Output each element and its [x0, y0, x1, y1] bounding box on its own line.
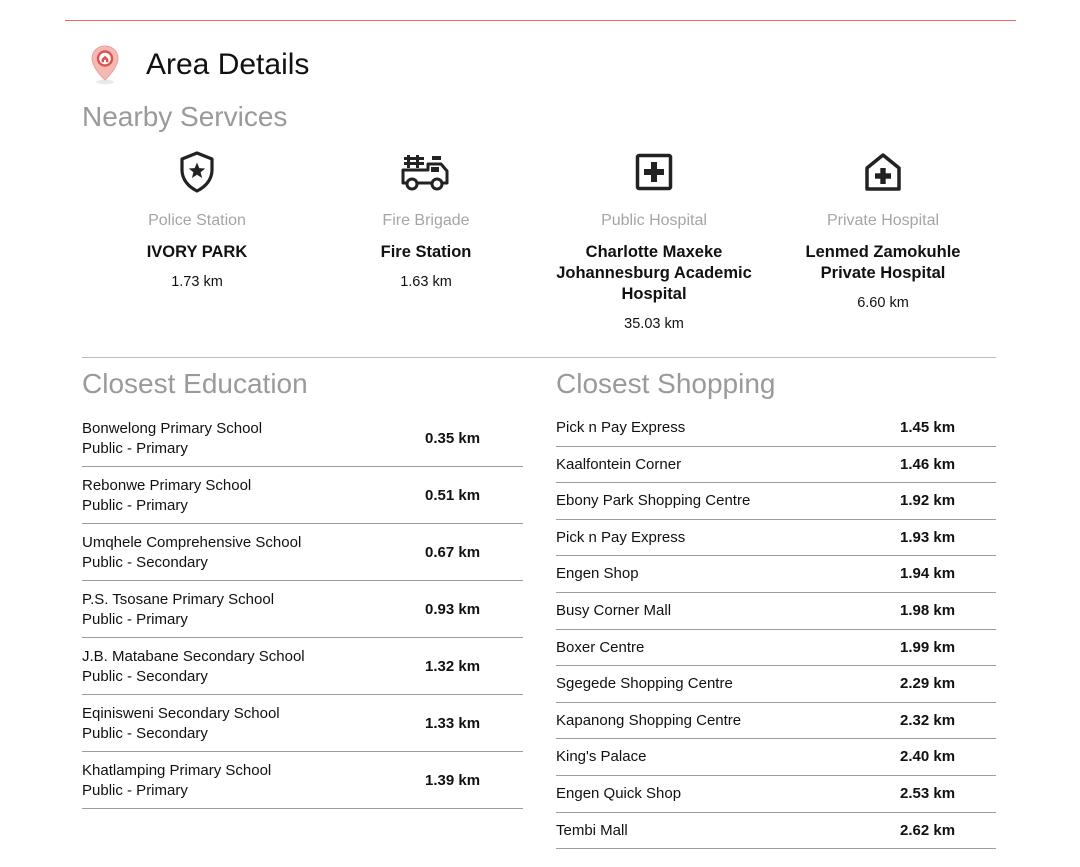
school-type: Public - Secondary: [82, 725, 208, 742]
service-name: Fire Station: [380, 243, 472, 261]
list-item: [82, 581, 523, 638]
school-name: J.B. Matabane Secondary School: [82, 648, 305, 665]
shop-distance: 1.46 km: [900, 455, 956, 473]
list-item: [82, 524, 523, 581]
map-pin-home-icon: [90, 44, 120, 86]
service-distance: 1.63 km: [400, 274, 452, 290]
school-type: Public - Primary: [82, 611, 188, 628]
school-name: Rebonwe Primary School: [82, 477, 252, 494]
list-item: [556, 447, 996, 484]
private-hospital-icon: [783, 148, 983, 196]
fire-truck-icon: [326, 148, 526, 196]
school-type: Public - Primary: [82, 782, 188, 799]
shop-name: King's Palace: [556, 748, 647, 766]
shop-distance: 2.40 km: [900, 748, 956, 766]
school-distance: 0.35 km: [425, 430, 481, 447]
service-name: Charlotte Maxeke Johannesburg Academic Hospital: [556, 243, 752, 303]
shop-name: Busy Corner Mall: [556, 601, 672, 619]
closest-shopping-heading: Closest Shopping: [556, 368, 776, 399]
police-badge-icon: [97, 148, 297, 196]
top-divider: [65, 20, 1016, 21]
shop-name: Kapanong Shopping Centre: [556, 711, 742, 729]
school-distance: 0.51 km: [425, 487, 481, 504]
service-name: IVORY PARK: [146, 243, 248, 261]
list-item: [556, 483, 996, 520]
list-item: [556, 410, 996, 447]
service-category: Public Hospital: [601, 212, 707, 229]
service-name: Lenmed Zamokuhle Private Hospital: [805, 243, 961, 282]
closest-education-heading: Closest Education: [82, 368, 308, 399]
service-private-hospital: [783, 148, 983, 311]
school-name: Umqhele Comprehensive School: [82, 534, 302, 551]
list-item: [556, 630, 996, 667]
nearby-services-list: [82, 148, 1000, 353]
service-category: Fire Brigade: [382, 212, 470, 229]
school-name: Eqinisweni Secondary School: [82, 705, 280, 722]
shop-distance: 1.93 km: [900, 528, 956, 546]
school-name: Khatlamping Primary School: [82, 762, 272, 779]
education-list: [82, 410, 523, 809]
shop-name: Sgegede Shopping Centre: [556, 675, 733, 693]
hospital-cross-icon: [554, 148, 754, 196]
shop-distance: 2.62 km: [900, 821, 956, 839]
shopping-list: [556, 410, 996, 849]
list-item: [556, 776, 996, 813]
list-item: [556, 739, 996, 776]
page-title: Area Details: [146, 48, 310, 81]
shop-name: Engen Shop: [556, 565, 639, 583]
list-item: [556, 703, 996, 740]
shop-name: Ebony Park Shopping Centre: [556, 492, 751, 510]
school-type: Public - Primary: [82, 497, 188, 514]
list-item: [556, 813, 996, 850]
school-type: Public - Primary: [82, 440, 188, 457]
service-public-hospital: [554, 148, 754, 332]
shop-name: Engen Quick Shop: [556, 784, 682, 802]
shop-distance: 1.45 km: [900, 419, 956, 436]
list-item: [556, 593, 996, 630]
school-type: Public - Secondary: [82, 668, 208, 685]
school-distance: 1.32 km: [425, 658, 481, 675]
list-item: [82, 638, 523, 695]
school-distance: 0.93 km: [425, 601, 481, 618]
section-divider: [82, 357, 996, 358]
shop-distance: 1.94 km: [900, 565, 956, 583]
list-item: [82, 410, 523, 467]
list-item: [556, 556, 996, 593]
service-distance: 35.03 km: [624, 316, 684, 332]
service-fire-brigade: [326, 148, 526, 290]
list-item: [556, 666, 996, 703]
service-distance: 1.73 km: [171, 274, 223, 290]
shop-distance: 2.29 km: [900, 675, 956, 693]
shop-name: Boxer Centre: [556, 638, 645, 656]
shop-name: Pick n Pay Express: [556, 528, 686, 546]
shop-name: Kaalfontein Corner: [556, 455, 682, 473]
area-details-header: [90, 44, 309, 86]
school-distance: 1.33 km: [425, 715, 481, 732]
school-type: Public - Secondary: [82, 554, 208, 571]
nearby-services-heading: Nearby Services: [82, 101, 288, 132]
service-category: Private Hospital: [826, 212, 940, 229]
service-category: Police Station: [148, 212, 246, 229]
list-item: [82, 695, 523, 752]
service-distance: 6.60 km: [857, 295, 909, 311]
shop-distance: 2.32 km: [900, 711, 956, 729]
school-distance: 1.39 km: [425, 772, 481, 789]
shop-name: Tembi Mall: [556, 821, 628, 839]
school-distance: 0.67 km: [425, 544, 481, 561]
shop-name: Pick n Pay Express: [556, 419, 686, 436]
list-item: [556, 520, 996, 557]
list-item: [82, 467, 523, 524]
service-police-station: [97, 148, 297, 290]
shop-distance: 2.53 km: [900, 784, 956, 802]
shop-distance: 1.99 km: [900, 638, 956, 656]
list-item: [82, 752, 523, 809]
shop-distance: 1.92 km: [900, 492, 956, 510]
school-name: P.S. Tsosane Primary School: [82, 591, 275, 608]
school-name: Bonwelong Primary School: [82, 420, 263, 437]
shop-distance: 1.98 km: [900, 601, 956, 619]
